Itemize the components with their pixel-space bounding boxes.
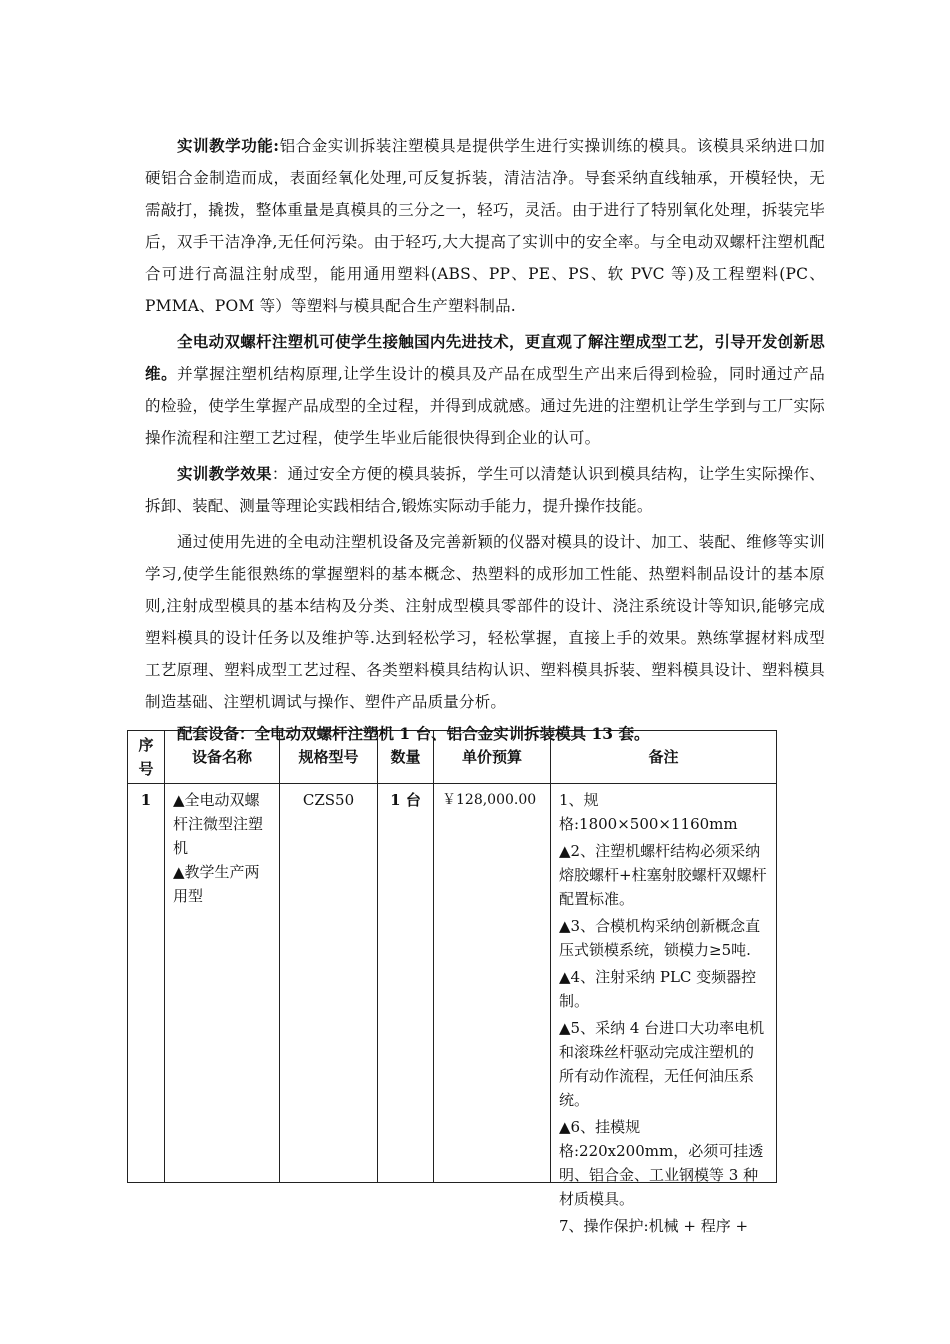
remark-item: 7、操作保护:机械 + 程序 +	[559, 1217, 749, 1235]
name-line-2: ▲教学生产两用型	[173, 863, 260, 905]
paragraph-training-function	[145, 130, 825, 322]
text-training-function: 铝合金实训拆装注塑模具是提供学生进行实操训练的模具。该模具采纳进口加硬铝合金制造而成，表面经氧化处理,可反复拆装，清洁洁净。导套采纳直线轴承，开模轻快，无需敲打，撬拨，整体重量是真模具的三分之一，轻巧，灵活。由于进行了特别氧化处理，拆装完毕后，双手干洁净净,无任何污染。由于轻巧,大大提高了实训中的安全率。与全电动双螺杆注塑机配合可进行高温注射成型，能用通用塑料(ABS、PP、PE、PS、软 PVC 等)及工程塑料(PC、PMMA、POM 等）等塑料与模具配合生产塑料制品.	[145, 137, 825, 315]
text-machine: 并掌握注塑机结构原理,让学生设计的模具及产品在成型生产出来后得到检验，同时通过产品的检验，使学生掌握产品成型的全过程，并得到成就感。通过先进的注塑机让学生学到与工厂实际操作流程和注塑工艺过程，使学生毕业后能很快得到企业的认可。	[145, 365, 825, 447]
name-line-1: ▲全电动双螺杆注微型注塑机	[173, 791, 264, 857]
cell-model: CZS50	[280, 784, 378, 1183]
text-machine-bold: 全电动双螺杆注塑机可使学生接触国内先进技术，更直观了解注塑成型工艺，引导开发创新思维。	[145, 332, 825, 383]
table-row	[128, 784, 777, 1183]
header-name: 设备名称	[165, 731, 280, 784]
paragraph-learning-outcomes	[145, 526, 825, 718]
table-header-row	[128, 731, 777, 784]
header-no: 序号	[128, 731, 165, 784]
document-body	[145, 130, 825, 746]
paragraph-injection-machine	[145, 326, 825, 454]
remark-item: 1、规格:1800×500×1160mm	[559, 791, 738, 833]
cell-qty: 1 台	[378, 784, 434, 1183]
remark-item: ▲6、挂模规格:220x200mm，必须可挂透明、铝合金、工业钢模等 3 种材质模具。	[559, 1118, 764, 1208]
header-remark: 备注	[551, 731, 777, 784]
label-training-effect: 实训教学效果	[177, 464, 272, 483]
header-price: 单价预算	[434, 731, 551, 784]
paragraph-training-effect	[145, 458, 825, 522]
header-qty: 数量	[378, 731, 434, 784]
remark-item: ▲4、注射采纳 PLC 变频器控制。	[559, 968, 757, 1010]
remarks-list	[559, 788, 768, 1235]
cell-remarks	[551, 784, 777, 1235]
cell-price: ￥128,000.00	[434, 784, 551, 1183]
equipment-table	[127, 730, 777, 1235]
cell-name	[165, 784, 280, 1183]
text-training-effect: ：通过安全方便的模具装拆，学生可以清楚认识到模具结构，让学生实际操作、拆卸、装配、测量等理论实践相结合,锻炼实际动手能力，提升操作技能。	[145, 465, 825, 515]
label-training-function: 实训教学功能:	[177, 136, 280, 155]
cell-no: 1	[128, 784, 165, 1183]
equipment-heading: 配套设备：全电动双螺杆注塑机 1 台、铝合金实训拆装模具 13 套。	[177, 724, 650, 743]
header-model: 规格型号	[280, 731, 378, 784]
remark-item: ▲3、合模机构采纳创新概念直压式锁模系统，锁模力≥5吨.	[559, 917, 761, 959]
remark-item: ▲5、采纳 4 台进口大功率电机和滚珠丝杆驱动完成注塑机的所有动作流程，无任何油压系统。	[559, 1019, 765, 1109]
text-learning-outcomes: 通过使用先进的全电动注塑机设备及完善新颖的仪器对模具的设计、加工、装配、维修等实训学习,使学生能很熟练的掌握塑料的基本概念、热塑料的成形加工性能、热塑料制品设计的基本原则,注射成型模具的基本结构及分类、注射成型模具零部件的设计、浇注系统设计等知识,能够完成塑料模具的设计任务以及维护等.达到轻松学习，轻松掌握，直接上手的效果。熟练掌握材料成型工艺原理、塑料成型工艺过程、各类塑料模具结构认识、塑料模具拆装、塑料模具设计、塑料模具制造基础、注塑机调试与操作、塑件产品质量分析。	[145, 533, 825, 711]
remark-item: ▲2、注塑机螺杆结构必须采纳熔胶螺杆+柱塞射胶螺杆双螺杆配置标准。	[559, 842, 767, 908]
